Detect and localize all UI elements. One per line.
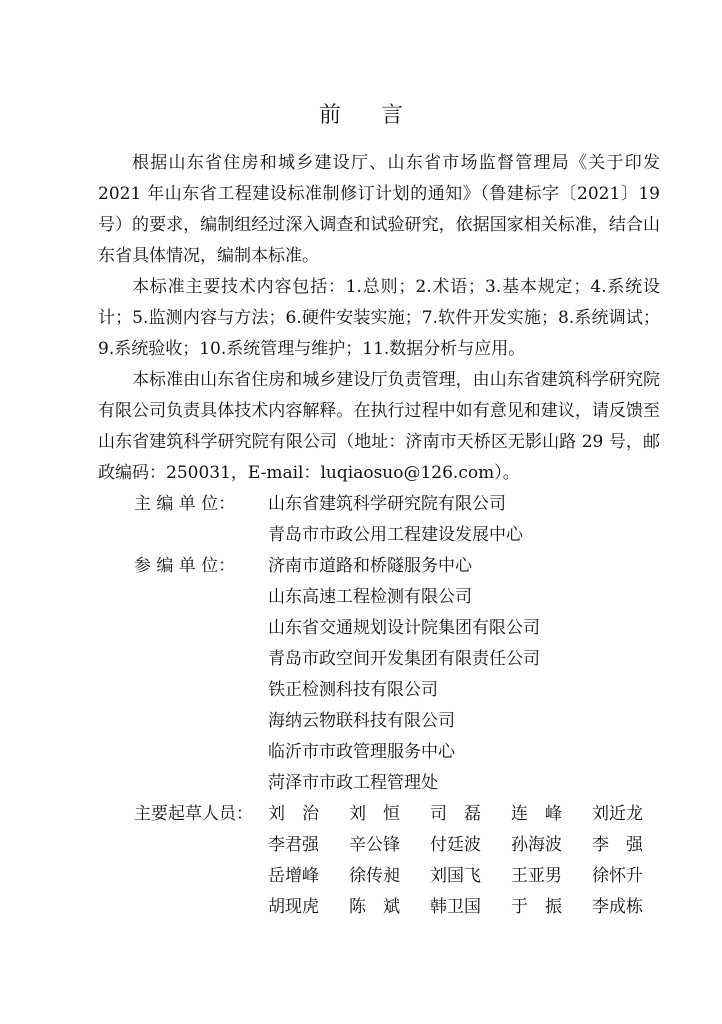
drafter-name: 岳增峰: [268, 866, 319, 886]
drafter-name: 于 振: [511, 897, 562, 917]
drafter-name: 李成栋: [592, 897, 643, 917]
participant-row: [134, 768, 673, 799]
participant-row: [134, 675, 673, 706]
paragraph-management: 本标准由山东省住房和城乡建设厅负责管理，由山东省建筑科学研究院有限公司负责具体技术内容解释。在执行过程中如有意见和建议，请反馈至山东省建筑科学研究院有限公司（地址：济南市天桥区无影山路 29 号，邮政编码：250031，E-mail：luqiaosuo@126.com）。: [98, 370, 660, 483]
participant-unit: 山东高速工程检测有限公司: [268, 587, 472, 607]
participant-row: [134, 706, 673, 737]
chief-editor-row: [134, 520, 673, 551]
participant-row: [134, 582, 673, 613]
page-title: [0, 98, 722, 129]
participant-row: [134, 613, 673, 644]
drafter-name: 刘国飞: [430, 866, 481, 886]
drafters-row: [134, 892, 673, 923]
paragraph-basis: 根据山东省住房和城乡建设厅、山东省市场监督管理局《关于印发2021 年山东省工程建设标准制修订计划的通知》（鲁建标字〔2021〕19 号）的要求，编制组经过深入调查和试验研究，依据国家相关标准，结合山东省具体情况，编制本标准。: [98, 153, 660, 266]
drafter-name: 胡现虎: [268, 897, 319, 917]
drafter-name: 王亚男: [511, 866, 562, 886]
drafters-row: [134, 799, 673, 830]
participant-unit: 济南市道路和桥隧服务中心: [268, 556, 472, 576]
drafter-name: 付廷波: [430, 835, 481, 855]
drafter-name: 刘 恒: [349, 804, 400, 824]
drafter-name: 刘 治: [268, 804, 319, 824]
drafters-row: [134, 830, 673, 861]
participant-label: 参 编 单 位：: [134, 556, 236, 576]
drafter-name: 司 磊: [430, 804, 481, 824]
chief-editor-row: [134, 489, 673, 520]
participant-unit: 青岛市政空间开发集团有限责任公司: [268, 649, 540, 669]
paragraph-contents: 本标准主要技术内容包括：1.总则；2.术语；3.基本规定；4.系统设计；5.监测内容与方法；6.硬件安装实施；7.软件开发实施；8.系统调试；9.系统验收；10.系统管理与维护；11.数据分析与应用。: [98, 277, 660, 359]
chief-editor-unit: 青岛市市政公用工程建设发展中心: [268, 525, 523, 545]
title-char-2: 言: [381, 103, 404, 128]
drafter-name: 韩卫国: [430, 897, 481, 917]
title-char-1: 前: [318, 103, 341, 128]
drafters-label: 主要起草人员：: [134, 804, 253, 824]
participant-row: [134, 737, 673, 768]
drafter-name: 徐传昶: [349, 866, 400, 886]
credits-block: [134, 489, 673, 923]
participant-unit: 铁正检测科技有限公司: [268, 680, 438, 700]
participant-unit: 山东省交通规划设计院集团有限公司: [268, 618, 540, 638]
drafter-name: 辛公锋: [349, 835, 400, 855]
drafter-name: 徐怀升: [592, 866, 643, 886]
drafter-name: 陈 斌: [349, 897, 400, 917]
participant-unit: 临沂市市政管理服务中心: [268, 742, 455, 762]
participant-unit: 海纳云物联科技有限公司: [268, 711, 455, 731]
drafters-row: [134, 861, 673, 892]
chief-editor-label: 主 编 单 位：: [134, 494, 236, 514]
participant-row: [134, 551, 673, 582]
drafter-name: 连 峰: [511, 804, 562, 824]
chief-editor-unit: 山东省建筑科学研究院有限公司: [268, 494, 506, 514]
participant-row: [134, 644, 673, 675]
drafter-name: 李君强: [268, 835, 319, 855]
drafter-name: 李 强: [592, 835, 643, 855]
drafter-name: 刘近龙: [592, 804, 643, 824]
drafter-name: 孙海波: [511, 835, 562, 855]
participant-unit: 菏泽市市政工程管理处: [268, 773, 438, 793]
